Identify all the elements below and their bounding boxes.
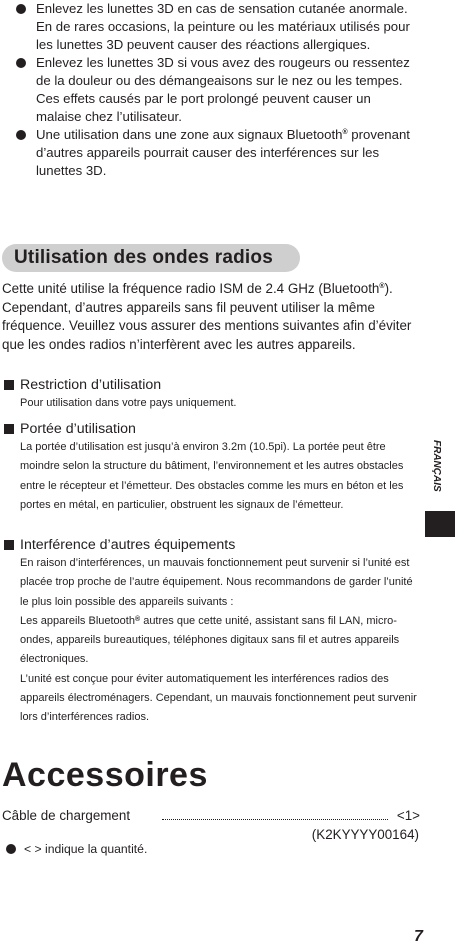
accessory-row bbox=[2, 806, 420, 826]
square-bullet-icon bbox=[4, 424, 14, 434]
list-item bbox=[14, 126, 414, 180]
page-number: 7 bbox=[414, 928, 423, 945]
section-heading-pill bbox=[2, 244, 300, 272]
accessory-name: Câble de chargement bbox=[2, 806, 133, 826]
bullet-text: En de rares occasions, la peinture ou les matériaux utilisés pour les lunettes 3D peuvent causer des réactions allergiques. bbox=[36, 19, 410, 52]
interference-section bbox=[4, 536, 424, 728]
list-item bbox=[14, 0, 414, 54]
dot-leader bbox=[162, 819, 388, 820]
restriction-section bbox=[4, 376, 424, 413]
subsection-text: L’unité est conçue pour éviter automatiquement les interférences radios des appareils électroménagers. Cependant, un mauvais fonctionnement peut survenir lors d’interférences radios. bbox=[20, 672, 417, 724]
accessory-quantity: <1> bbox=[396, 808, 420, 823]
bullet-dot-icon bbox=[6, 844, 16, 854]
bullet-text: Enlevez les lunettes 3D si vous avez des rougeurs ou ressentez de la douleur ou des démangeaisons sur le nez ou les tempes. bbox=[36, 55, 410, 88]
subsection-title: Portée d’utilisation bbox=[20, 421, 136, 437]
bullet-text: Ces effets causés par le port prolongé peuvent causer un malaise chez l’utilisateur. bbox=[36, 91, 371, 124]
subsection-text: Pour utilisation dans votre pays uniquement. bbox=[20, 397, 237, 409]
bullet-dot-icon bbox=[16, 130, 26, 140]
quantity-note: < > indique la quantité. bbox=[6, 840, 147, 858]
accessories-title: Accessoires bbox=[2, 756, 208, 794]
subsection-text: Les appareils Bluetooth® autres que cette unité, assistant sans fil LAN, micro-ondes, appareils bureautiques, téléphones digitaux sans fil et autres appareils électroniques. bbox=[20, 614, 400, 666]
list-item bbox=[14, 54, 414, 126]
section-heading: Utilisation des ondes radios bbox=[14, 247, 273, 268]
portee-section bbox=[4, 420, 424, 515]
language-label: FRANÇAIS bbox=[431, 440, 442, 492]
bullet-text: Enlevez les lunettes 3D en cas de sensation cutanée anormale. bbox=[36, 1, 408, 16]
subsection-text: La portée d’utilisation est jusqu’à environ 3.2m (10.5pi). La portée peut être moindre selon la structure du bâtiment, l’environnement et les autres obstacles entre le récepteur et l’émetteur. Des obstacles comme les murs en béton et les portes en métal, en particulier, obstruent les signaux de l’émetteur. bbox=[20, 441, 404, 511]
bullet-dot-icon bbox=[16, 4, 26, 14]
subsection-title: Interférence d’autres équipements bbox=[20, 537, 236, 553]
accessory-part-code: (K2KYYYY00164) bbox=[311, 827, 419, 842]
language-tab-marker bbox=[425, 511, 455, 537]
subsection-text: En raison d’interférences, un mauvais fonctionnement peut survenir si l’unité est placée trop proche de l’autre équipement. Nous recommandons de garder l’unité le plus loin possible des appareils suivants : bbox=[20, 557, 413, 608]
bullet-text: Une utilisation dans une zone aux signaux Bluetooth® provenant d’autres appareils pourrait causer des interférences sur les lunettes 3D. bbox=[36, 127, 410, 178]
bullet-dot-icon bbox=[16, 58, 26, 68]
subsection-title: Restriction d’utilisation bbox=[20, 377, 162, 393]
square-bullet-icon bbox=[4, 540, 14, 550]
safety-bullet-list bbox=[14, 0, 414, 180]
radio-intro-paragraph: Cette unité utilise la fréquence radio ISM de 2.4 GHz (Bluetooth®). Cependant, d’autres appareils sans fil peuvent utiliser la même fréquence. Veuillez vous assurer des mentions suivantes afin d’éviter que les ondes radios n’interfèrent avec les autres appareils. bbox=[2, 281, 412, 352]
square-bullet-icon bbox=[4, 380, 14, 390]
